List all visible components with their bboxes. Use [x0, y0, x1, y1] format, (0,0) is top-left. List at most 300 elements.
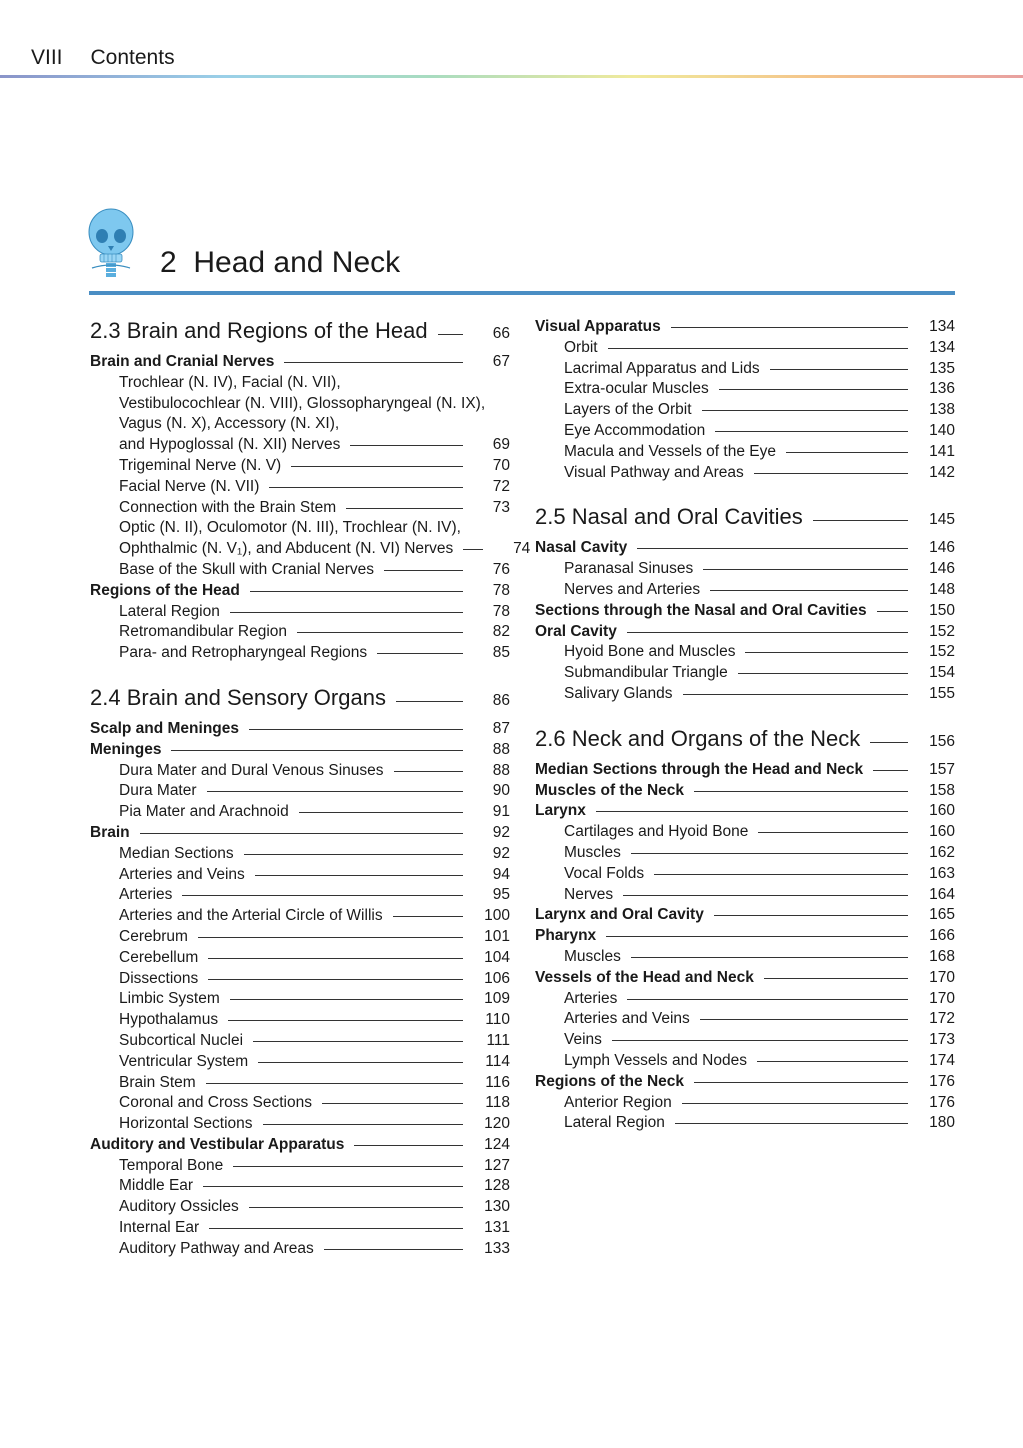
toc-entry-main[interactable]	[535, 623, 955, 644]
toc-entry-label: Vestibulocochlear (N. VIII), Glossopharyngeal (N. IX),	[119, 394, 486, 412]
toc-entry-label: Pharynx	[535, 927, 597, 945]
leader-line	[350, 445, 463, 446]
toc-entry-sub[interactable]	[90, 1011, 510, 1032]
toc-right-column	[535, 318, 955, 1135]
toc-entry-label: Arteries	[119, 886, 173, 904]
toc-page-number: 120	[484, 1115, 510, 1133]
leader-line	[719, 389, 908, 390]
toc-entry-label: Ventricular System	[119, 1052, 249, 1070]
toc-entry-label: Connection with the Brain Stem	[119, 498, 337, 516]
toc-page-number: 146	[929, 560, 955, 578]
toc-entry-label: Median Sections	[119, 844, 234, 862]
leader-line	[738, 673, 908, 674]
toc-page-number: 134	[929, 318, 955, 335]
toc-page-number: 164	[929, 885, 955, 903]
toc-entry-label: 2.4 Brain and Sensory Organs	[90, 684, 386, 710]
leader-line	[182, 895, 463, 896]
toc-page-number: 135	[929, 359, 955, 377]
toc-entry-label: Cerebellum	[119, 948, 199, 966]
toc-entry-label: and Hypoglossal (N. XII) Nerves	[119, 436, 341, 454]
leader-line	[870, 742, 908, 743]
toc-entry-sub[interactable]	[535, 560, 955, 581]
toc-entry-label: Sections through the Nasal and Oral Cavities	[535, 601, 867, 619]
toc-page-number: 172	[929, 1010, 955, 1028]
toc-entry-label: Scalp and Meninges	[90, 719, 240, 737]
leader-line	[322, 1103, 463, 1104]
toc-entry-main[interactable]	[535, 802, 955, 823]
toc-page-number: 90	[492, 782, 510, 800]
toc-page-number: 155	[929, 684, 955, 702]
leader-line	[263, 1124, 463, 1125]
toc-entry-label: Vessels of the Head and Neck	[535, 968, 754, 986]
toc-entry-label: Oral Cavity	[535, 622, 617, 640]
toc-entry-label: Brain and Cranial Nerves	[90, 353, 275, 370]
toc-page-number: 76	[492, 560, 510, 578]
toc-entry-label: Submandibular Triangle	[564, 664, 728, 682]
leader-line	[249, 729, 463, 730]
toc-entry-sub[interactable]	[90, 1240, 510, 1261]
toc-entry-label: Nerves	[564, 885, 614, 903]
toc-entry-label: Subcortical Nuclei	[119, 1031, 244, 1049]
toc-page-number: 130	[484, 1198, 510, 1216]
chapter-title	[160, 246, 400, 280]
toc-page-number: 128	[484, 1177, 510, 1195]
leader-line	[764, 978, 908, 979]
toc-entry-sub[interactable]	[90, 478, 510, 499]
toc-entry-sub[interactable]	[535, 990, 955, 1011]
toc-page-number: 78	[492, 581, 510, 599]
leader-line	[757, 1061, 908, 1062]
toc-entry-label: Para- and Retropharyngeal Regions	[119, 644, 368, 662]
toc-entry-label: 2.3 Brain and Regions of the Head	[90, 318, 428, 343]
toc-entry-main[interactable]	[90, 1136, 510, 1157]
leader-line	[396, 701, 463, 702]
leader-line	[377, 653, 463, 654]
toc-page-number: 88	[492, 761, 510, 779]
toc-page-number: 152	[929, 622, 955, 640]
leader-line	[612, 1040, 908, 1041]
toc-entry-sub[interactable]	[90, 540, 531, 561]
toc-entry-label: Arteries	[564, 989, 618, 1007]
toc-entry-sub[interactable]	[535, 339, 955, 360]
leader-line	[675, 1123, 908, 1124]
leader-line	[438, 334, 463, 335]
toc-entry-label: Muscles	[564, 843, 621, 861]
toc-entry-sub[interactable]	[90, 845, 510, 866]
toc-entry-label: Visual Pathway and Areas	[564, 463, 744, 481]
toc-entry-main[interactable]	[535, 782, 955, 803]
toc-entry-sub[interactable]	[535, 886, 955, 907]
toc-page-number: 174	[929, 1051, 955, 1069]
toc-entry-sub[interactable]	[90, 1094, 510, 1115]
toc-page-number: 160	[929, 823, 955, 841]
toc-entry-main[interactable]	[90, 582, 510, 603]
toc-entry-label: Dura Mater and Dural Venous Sinuses	[119, 761, 384, 779]
toc-page-number: 88	[492, 740, 510, 758]
leader-line	[714, 915, 908, 916]
toc-entry-label: Eye Accommodation	[564, 421, 706, 439]
toc-page-number: 148	[929, 580, 955, 598]
toc-entry-main[interactable]	[90, 741, 510, 762]
toc-entry-sub[interactable]	[90, 1219, 510, 1240]
header-rainbow-rule	[0, 75, 1023, 78]
toc-entry-sub[interactable]	[90, 436, 510, 457]
toc-entry-sub[interactable]	[90, 644, 510, 665]
leader-line	[754, 473, 908, 474]
toc-entry-label: Internal Ear	[119, 1219, 200, 1237]
toc-page-number: 157	[929, 760, 955, 778]
toc-page-number: 150	[929, 601, 955, 619]
leader-line	[694, 791, 908, 792]
leader-line	[631, 957, 908, 958]
toc-entry-sub[interactable]	[535, 865, 955, 886]
leader-line	[786, 452, 908, 453]
toc-page-number: 156	[929, 732, 955, 750]
leader-line	[354, 1145, 463, 1146]
toc-entry-sub[interactable]	[90, 866, 510, 887]
toc-page-number: 138	[929, 401, 955, 419]
toc-page-number: 73	[492, 498, 510, 516]
toc-entry-label: Lateral Region	[119, 602, 220, 620]
leader-line	[671, 327, 908, 328]
leader-line	[253, 1041, 463, 1042]
toc-page-number: 146	[929, 539, 955, 557]
toc-entry-sub[interactable]	[90, 949, 510, 970]
toc-entry-label: Trigeminal Nerve (N. V)	[119, 456, 282, 474]
toc-page-number: 176	[929, 1072, 955, 1090]
leader-line	[299, 812, 463, 813]
toc-page-number: 94	[492, 865, 510, 883]
leader-line	[596, 811, 908, 812]
leader-line	[683, 694, 908, 695]
leader-line	[346, 508, 463, 509]
toc-entry-label: Coronal and Cross Sections	[119, 1094, 312, 1112]
toc-entry-sub[interactable]	[535, 380, 955, 401]
toc-page-number: 124	[484, 1135, 510, 1153]
toc-page-number: 67	[492, 353, 510, 370]
toc-entry-sub[interactable]	[535, 1010, 955, 1031]
toc-page-number: 180	[929, 1114, 955, 1132]
toc-entry-label: Salivary Glands	[564, 684, 673, 702]
toc-entry-sub[interactable]	[90, 457, 510, 478]
leader-line	[209, 1228, 463, 1229]
toc-entry-label: Limbic System	[119, 990, 220, 1008]
toc-entry-sub[interactable]	[535, 664, 955, 685]
toc-entry-sub[interactable]	[535, 823, 955, 844]
section-spacer	[90, 665, 510, 685]
toc-page-number: 69	[492, 436, 510, 454]
chapter-rule	[89, 291, 955, 295]
toc-entry-label: Auditory Ossicles	[119, 1198, 239, 1216]
toc-entry-sub[interactable]	[535, 464, 955, 485]
leader-line	[463, 549, 483, 550]
toc-entry-label: Median Sections through the Head and Neck	[535, 760, 864, 778]
toc-entry-sub[interactable]	[535, 581, 955, 602]
toc-page-number: 70	[492, 456, 510, 474]
toc-page-number: 109	[484, 990, 510, 1008]
toc-page-number: 118	[485, 1094, 510, 1112]
toc-page-number: 100	[484, 907, 510, 925]
leader-line	[255, 875, 463, 876]
page-numeral: VIII	[31, 46, 63, 69]
leader-line	[770, 369, 908, 370]
toc-entry-sub[interactable]	[535, 360, 955, 381]
leader-line	[606, 936, 908, 937]
toc-entry-sub[interactable]	[90, 803, 510, 824]
toc-entry-label: Muscles of the Neck	[535, 781, 685, 799]
leader-line	[233, 1166, 463, 1167]
toc-page-number: 66	[492, 325, 510, 342]
leader-line	[171, 750, 463, 751]
toc-entry-label: Regions of the Neck	[535, 1072, 684, 1090]
leader-line	[631, 853, 908, 854]
leader-line	[230, 999, 463, 1000]
toc-entry-label: Meninges	[90, 740, 162, 758]
toc-page-number: 111	[486, 1031, 510, 1049]
leader-line	[702, 410, 908, 411]
toc-page-number: 162	[929, 843, 955, 861]
leader-line	[208, 958, 463, 959]
toc-entry-sub[interactable]	[90, 1032, 510, 1053]
toc-page-number: 173	[929, 1031, 955, 1049]
toc-entry-main[interactable]	[90, 824, 510, 845]
toc-entry-main[interactable]	[535, 539, 955, 560]
chapter-number: 2	[160, 246, 177, 279]
toc-entry-label: Layers of the Orbit	[564, 401, 692, 419]
leader-line	[393, 916, 463, 917]
leader-line	[384, 570, 463, 571]
toc-page-number: 82	[492, 623, 510, 641]
toc-entry-label: Hyoid Bone and Muscles	[564, 643, 736, 661]
toc-entry-label: Larynx and Oral Cavity	[535, 906, 704, 924]
toc-entry-sub[interactable]	[90, 907, 510, 928]
leader-line	[623, 895, 908, 896]
toc-entry-sub[interactable]	[90, 1074, 510, 1095]
leader-line	[813, 520, 908, 521]
leader-line	[297, 632, 463, 633]
toc-entry-sub[interactable]	[90, 1177, 510, 1198]
toc-entry-label: Regions of the Head	[90, 581, 240, 599]
toc-entry-sub[interactable]	[535, 844, 955, 865]
toc-entry-label: Veins	[564, 1031, 602, 1049]
leader-line	[877, 611, 908, 612]
toc-entry-sub[interactable]	[535, 401, 955, 422]
toc-entry-label: Trochlear (N. IV), Facial (N. VII),	[119, 373, 341, 391]
toc-entry-label: Nerves and Arteries	[564, 580, 701, 598]
toc-page-number: 106	[484, 969, 510, 987]
toc-entry-label: Horizontal Sections	[119, 1115, 253, 1133]
toc-entry-label: Auditory Pathway and Areas	[119, 1239, 314, 1257]
leader-line	[249, 1207, 463, 1208]
toc-entry-label: Base of the Skull with Cranial Nerves	[119, 560, 375, 578]
leader-line	[324, 1249, 463, 1250]
toc-entry-label: Arteries and Veins	[564, 1010, 690, 1028]
toc-page-number: 95	[492, 886, 510, 904]
toc-entry-label: Paranasal Sinuses	[564, 560, 694, 578]
leader-line	[250, 591, 463, 592]
toc-page-number: 165	[929, 906, 955, 924]
page-header	[31, 46, 175, 70]
leader-line	[140, 833, 463, 834]
toc-page-number: 168	[929, 947, 955, 965]
toc-entry-sub[interactable]	[90, 990, 510, 1011]
toc-entry-sub[interactable]	[90, 623, 510, 644]
toc-entry-label: Facial Nerve (N. VII)	[119, 477, 260, 495]
toc-entry-label: Arteries and the Arterial Circle of Willis	[119, 907, 383, 925]
toc-page-number: 136	[929, 380, 955, 398]
toc-entry-label: Dura Mater	[119, 782, 197, 800]
toc-section-heading[interactable]	[90, 318, 510, 350]
toc-page-number: 152	[929, 643, 955, 661]
toc-page-number: 160	[929, 802, 955, 820]
toc-page-number: 87	[492, 719, 510, 737]
toc-entry-sub[interactable]	[535, 1031, 955, 1052]
toc-entry-main[interactable]	[535, 761, 955, 782]
toc-section-heading[interactable]	[535, 726, 955, 758]
leader-line	[228, 1020, 463, 1021]
toc-entry-sub[interactable]	[90, 561, 510, 582]
toc-page-number: 85	[492, 644, 510, 662]
toc-entry-sub[interactable]	[535, 443, 955, 464]
toc-entry-label: Dissections	[119, 969, 199, 987]
toc-entry-sub[interactable]	[535, 1094, 955, 1115]
toc-page-number: 114	[485, 1052, 510, 1070]
toc-entry-main[interactable]	[90, 720, 510, 741]
toc-page-number: 134	[929, 338, 955, 356]
toc-entry-sub[interactable]	[90, 1157, 510, 1178]
leader-line	[244, 854, 463, 855]
leader-line	[654, 874, 908, 875]
toc-entry-label: Retromandibular Region	[119, 623, 288, 641]
toc-entry-label: Brain Stem	[119, 1073, 196, 1091]
toc-entry-sub[interactable]	[535, 1052, 955, 1073]
toc-page-number: 176	[929, 1093, 955, 1111]
toc-entry-sub[interactable]	[90, 762, 510, 783]
toc-entry-main[interactable]	[535, 927, 955, 948]
toc-section-heading[interactable]	[535, 504, 955, 536]
toc-page-number: 140	[929, 421, 955, 439]
toc-page-number: 158	[929, 781, 955, 799]
toc-page-number: 92	[492, 844, 510, 862]
leader-line	[203, 1186, 463, 1187]
leader-line	[758, 832, 908, 833]
toc-page-number: 163	[929, 864, 955, 882]
toc-page-number: 141	[929, 442, 955, 460]
section-spacer	[535, 706, 955, 726]
leader-line	[682, 1103, 908, 1104]
toc-entry-sub[interactable]	[90, 395, 510, 416]
leader-line	[230, 612, 463, 613]
toc-entry-sub[interactable]	[90, 1198, 510, 1219]
toc-entry-label: Larynx	[535, 802, 586, 820]
toc-entry-main[interactable]	[535, 1073, 955, 1094]
toc-entry-sub[interactable]	[90, 603, 510, 624]
toc-entry-main[interactable]	[535, 906, 955, 927]
toc-entry-label: 2.6 Neck and Organs of the Neck	[535, 725, 861, 751]
toc-left-column	[90, 318, 531, 1261]
toc-entry-sub[interactable]	[535, 422, 955, 443]
toc-entry-sub[interactable]	[90, 1053, 510, 1074]
leader-line	[627, 999, 908, 1000]
toc-entry-label: Arteries and Veins	[119, 865, 245, 883]
toc-entry-sub[interactable]	[90, 782, 510, 803]
toc-page-number: 72	[492, 477, 510, 495]
toc-page-number: 170	[929, 989, 955, 1007]
toc-entry-sub[interactable]	[90, 499, 510, 520]
toc-page-number: 74	[513, 540, 531, 558]
toc-page-number: 145	[929, 511, 955, 529]
toc-entry-label: Vagus (N. X), Accessory (N. XI),	[119, 415, 340, 433]
toc-entry-label: Visual Apparatus	[535, 318, 661, 335]
toc-page-number: 133	[484, 1239, 510, 1257]
toc-entry-sub[interactable]	[90, 1115, 510, 1136]
leader-line	[208, 979, 463, 980]
leader-line	[873, 770, 908, 771]
toc-entry-sub[interactable]	[90, 519, 510, 540]
toc-entry-main[interactable]	[535, 318, 955, 339]
toc-entry-label: Macula and Vessels of the Eye	[564, 442, 776, 460]
leader-line	[627, 632, 908, 633]
leader-line	[269, 487, 463, 488]
toc-entry-sub[interactable]	[90, 970, 510, 991]
toc-entry-label: Brain	[90, 823, 130, 841]
toc-entry-label: Middle Ear	[119, 1177, 194, 1195]
toc-section-heading[interactable]	[90, 685, 510, 717]
toc-page-number: 154	[929, 664, 955, 682]
toc-page-number: 166	[929, 927, 955, 945]
toc-entry-label: Optic (N. II), Oculomotor (N. III), Trochlear (N. IV),	[119, 519, 461, 537]
leader-line	[394, 771, 463, 772]
toc-entry-main[interactable]	[535, 602, 955, 623]
leader-line	[694, 1082, 908, 1083]
toc-page-number: 116	[485, 1073, 510, 1091]
toc-entry-label: Temporal Bone	[119, 1156, 224, 1174]
toc-entry-label: 2.5 Nasal and Oral Cavities	[535, 504, 803, 530]
leader-line	[715, 431, 908, 432]
toc-entry-label: Orbit	[564, 338, 598, 356]
toc-entry-label: Lymph Vessels and Nodes	[564, 1051, 747, 1069]
leader-line	[608, 348, 908, 349]
toc-entry-sub[interactable]	[90, 374, 510, 395]
toc-entry-label: Hypothalamus	[119, 1011, 219, 1029]
skull-icon	[86, 208, 136, 280]
toc-entry-main[interactable]	[90, 353, 510, 374]
toc-entry-sub[interactable]	[90, 415, 510, 436]
toc-page-number: 91	[492, 803, 510, 821]
section-spacer	[535, 484, 955, 504]
toc-entry-label: Extra-ocular Muscles	[564, 380, 709, 398]
leader-line	[637, 548, 908, 549]
chapter-name: Head and Neck	[193, 246, 401, 279]
toc-entry-label: Anterior Region	[564, 1093, 672, 1111]
toc-entry-label: Muscles	[564, 947, 621, 965]
toc-page-number: 78	[492, 602, 510, 620]
toc-entry-sub[interactable]	[90, 886, 510, 907]
toc-page-number: 104	[484, 948, 510, 966]
toc-entry-sub[interactable]	[535, 685, 955, 706]
leader-line	[207, 791, 463, 792]
leader-line	[291, 466, 463, 467]
toc-entry-sub[interactable]	[535, 948, 955, 969]
toc-entry-sub[interactable]	[535, 643, 955, 664]
toc-page-number: 92	[492, 823, 510, 841]
toc-entry-sub[interactable]	[90, 928, 510, 949]
toc-entry-sub[interactable]	[535, 1114, 955, 1135]
toc-page-number: 170	[929, 968, 955, 986]
toc-entry-main[interactable]	[535, 969, 955, 990]
running-title: Contents	[90, 46, 175, 69]
leader-line	[206, 1083, 463, 1084]
